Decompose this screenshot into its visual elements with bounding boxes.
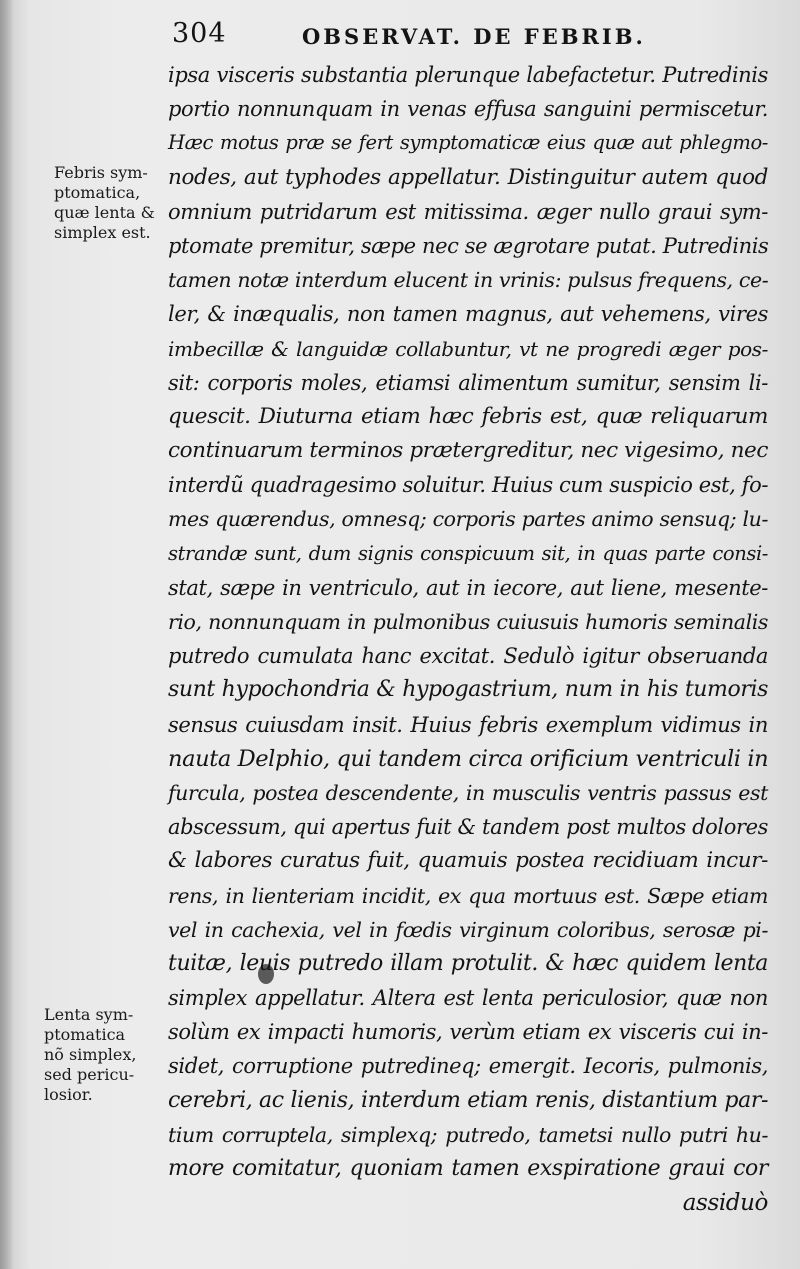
marginal-note-line: ptomatica, <box>54 183 141 202</box>
page-number: 304 <box>172 18 227 49</box>
text-line: Hæc motus præ se fert symptomaticæ eius quæ aut phlegmo- <box>168 131 768 155</box>
text-line: sidet, corruptione putredineq; emergit. Iecoris, pulmonis, <box>168 1054 768 1079</box>
binding-shadow <box>0 0 14 1269</box>
text-line: tium corruptela, simplexq; putredo, tametsi nullo putri hu- <box>168 1122 768 1147</box>
marginal-note-line: simplex est. <box>54 223 151 242</box>
catchword: assiduò <box>682 1190 768 1217</box>
running-head: OBSERVAT. DE FEBRIB. <box>302 24 646 49</box>
text-line: sit: corporis moles, etiamsi alimentum sumitur, sensim li- <box>168 370 768 395</box>
text-line: omnium putridarum est mitissima. æger nullo graui sym- <box>168 199 768 224</box>
text-line: furcula, postea descendente, in musculis ventris passus est <box>168 780 768 805</box>
marginal-note-line: nõ simplex, <box>44 1045 137 1064</box>
text-line: tuitæ, leuis putredo illam protulit. & hæc quidem lenta <box>168 950 768 976</box>
marginal-note-line: quæ lenta & <box>54 203 155 222</box>
text-line: interdũ quadragesimo soluitur. Huius cum suspicio est, fo- <box>168 473 769 498</box>
text-line: & labores curatus fuit, quamuis postea recidiuam incur- <box>168 848 768 874</box>
text-line: quescit. Diuturna etiam hæc febris est, quæ reliquarum <box>168 403 768 429</box>
text-line: nauta Delphio, qui tandem circa orificium ventriculi in <box>168 745 769 772</box>
text-line: putredo cumulata hanc excitat. Sedulò igitur obseruanda <box>168 644 768 669</box>
text-line: solùm ex impacti humoris, verùm etiam ex visceris cui in- <box>168 1020 768 1045</box>
body-text <box>168 58 768 1220</box>
text-line: more comitatur, quoniam tamen exspiratione graui cor <box>168 1156 768 1181</box>
marginal-note-line: ptomatica <box>44 1025 126 1044</box>
marginal-note-line: sed pericu- <box>44 1065 135 1084</box>
text-line: ler, & inæqualis, non tamen magnus, aut vehemens, vires <box>168 302 768 327</box>
text-line: stat, sæpe in ventriculo, aut in iecore, aut liene, mesente- <box>168 575 768 600</box>
text-line: sunt hypochondria & hypogastrium, num in his tumoris <box>168 677 768 703</box>
text-line: cerebri, ac lienis, interdum etiam renis, distantium par- <box>168 1087 768 1113</box>
marginal-note-line: Lenta sym- <box>44 1005 134 1024</box>
text-line: ptomate premitur, sæpe nec se ægrotare putat. Putredinis <box>168 233 769 258</box>
text-line: imbecillæ & languidæ collabuntur, vt ne progredi æger pos- <box>168 336 768 361</box>
text-line: strandæ sunt, dum signis conspicuum sit, in quas parte consi- <box>168 541 768 565</box>
text-line: ipsa visceris substantia plerunque labefactetur. Putredinis <box>168 63 768 87</box>
text-line: tamen notæ interdum elucent in vrinis: pulsus frequens, ce- <box>168 268 769 293</box>
text-line: portio nonnunquam in venas effusa sanguini permiscetur. <box>168 97 768 122</box>
marginal-note-line: Febris sym- <box>54 163 148 182</box>
marginal-note-line: losior. <box>44 1085 93 1104</box>
text-line: sensus cuiusdam insit. Huius febris exemplum vidimus in <box>168 712 768 737</box>
marginal-note-lenta-symptomatica <box>44 1005 136 1105</box>
text-line: abscessum, qui apertus fuit & tandem post multos dolores <box>168 815 768 840</box>
text-line: vel in cachexia, vel in fœdis virginum coloribus, serosæ pi- <box>168 917 768 942</box>
text-line: continuarum terminos prætergreditur, nec vigesimo, nec <box>168 438 769 464</box>
text-line: simplex appellatur. Altera est lenta periculosior, quæ non <box>168 986 768 1011</box>
text-line: nodes, aut typhodes appellatur. Distinguitur autem quod <box>168 164 768 190</box>
text-line: rens, in lienteriam incidit, ex qua mortuus est. Sæpe etiam <box>168 883 768 908</box>
marginal-note-febris-symptomatica <box>54 163 155 243</box>
text-line: rio, nonnunquam in pulmonibus cuiusuis humoris seminalis <box>168 610 768 634</box>
page-header <box>172 18 772 58</box>
text-line: mes quærendus, omnesq; corporis partes animo sensuq; lu- <box>168 507 768 532</box>
